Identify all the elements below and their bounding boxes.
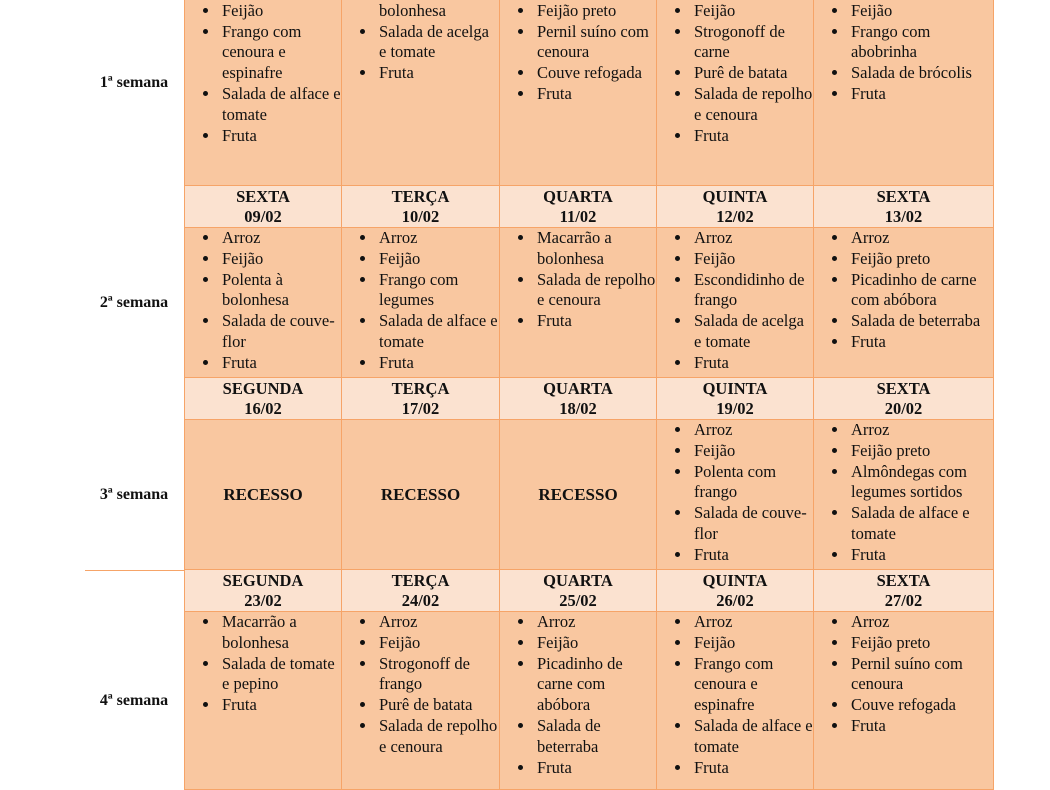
week-label: 1ª semana [99,74,169,91]
day-date: 23/02 [244,591,282,610]
day-date: 19/02 [716,399,754,418]
day-header [500,186,657,228]
menu-item: • Feijão [220,1,341,22]
menu-item: • Escondidinho de frango [692,270,813,312]
menu-item: • Arroz [692,420,813,441]
day-header [342,570,500,612]
menu-item: • Frango com legumes [377,270,499,312]
menu-item: • Feijão preto [535,1,656,22]
menu-cell [184,0,342,186]
menu-cell [657,420,814,570]
menu-item: • Fruta [692,126,813,147]
menu-item: • Couve refogada [849,695,993,716]
menu-list [185,612,341,716]
day-name: QUARTA [543,379,613,398]
day-name: TERÇA [391,379,450,398]
menu-item: • Feijão [692,633,813,654]
menu-item: • Fruta [849,716,993,737]
menu-item: • Salada de alface e tomate [849,503,993,545]
menu-list [185,0,341,146]
menu-item: • Salada de acelga e tomate [692,311,813,353]
menu-item: • Fruta [849,545,993,566]
week-label: 2ª semana [99,294,169,311]
menu-cell [814,420,994,570]
day-name: QUINTA [702,571,768,590]
menu-item: • Feijão [377,249,499,270]
menu-item: • Purê de batata [377,695,499,716]
menu-item: • Macarrão a bolonhesa [220,612,341,654]
menu-item: • Feijão [692,249,813,270]
day-name: SEXTA [236,187,290,206]
menu-item: • Frango com cenoura e espinafre [220,22,341,84]
menu-item: • Fruta [849,332,993,353]
menu-list [657,612,813,778]
menu-item: • Feijão [377,633,499,654]
day-header [814,570,994,612]
menu-cell [342,0,500,186]
day-date: 17/02 [401,399,440,418]
day-name: TERÇA [391,187,450,206]
day-header [657,186,814,228]
menu-item: • Macarrão a bolonhesa [535,228,656,270]
menu-item: • Feijão [220,249,341,270]
menu-item: • Picadinho de carne com abóbora [849,270,993,312]
menu-cell [657,228,814,378]
day-name: SEGUNDA [222,571,304,590]
day-date: 10/02 [401,207,440,226]
menu-item: • Arroz [849,612,993,633]
recess-cell [342,420,500,570]
menu-list [657,228,813,374]
day-date: 12/02 [716,207,754,226]
day-date: 09/02 [244,207,282,226]
menu-item: • Fruta [220,695,341,716]
recess-label: RECESSO [538,484,618,504]
menu-list [814,612,993,737]
menu-item: • Strogonoff de carne [692,22,813,64]
menu-item: • Arroz [220,228,341,249]
day-date: 26/02 [716,591,754,610]
menu-item: • Polenta com frango [692,462,813,504]
menu-item: • Frango com cenoura e espinafre [692,654,813,716]
menu-item: • Pernil suíno com cenoura [849,654,993,696]
day-header [500,570,657,612]
menu-cell [500,0,657,186]
menu-cell [184,612,342,790]
menu-item: • Picadinho de carne com abóbora [535,654,656,716]
menu-cell [814,228,994,378]
menu-item: • Arroz [849,228,993,249]
menu-item: • Feijão [692,441,813,462]
menu-item: • Polenta à bolonhesa [220,270,341,312]
day-date: 16/02 [244,399,282,418]
day-header [342,186,500,228]
menu-cell [500,228,657,378]
menu-item: • Feijão preto [849,249,993,270]
menu-item: • Arroz [535,612,656,633]
day-date: 13/02 [884,207,923,226]
menu-list [814,0,993,105]
menu-item: • Frango com abobrinha [849,22,993,64]
menu-item: • bolonhesa [377,0,499,22]
menu-item: • Salada de brócolis [849,63,993,84]
menu-item: • Salada de tomate e pepino [220,654,341,696]
recess-cell [184,420,342,570]
menu-item: • Feijão [535,633,656,654]
menu-item: • Fruta [377,353,499,374]
menu-item: • Fruta [220,353,341,374]
menu-item: • Salada de repolho e cenoura [377,716,499,758]
menu-list [342,228,499,374]
menu-item: • Feijão preto [849,441,993,462]
menu-cell [814,0,994,186]
day-date: 24/02 [401,591,440,610]
menu-item: • Strogonoff de frango [377,654,499,696]
day-header [184,186,342,228]
menu-item: • Salada de repolho e cenoura [535,270,656,312]
day-name: TERÇA [391,571,450,590]
day-name: QUARTA [543,571,613,590]
menu-list [814,228,993,353]
recess-cell [500,420,657,570]
menu-cell [500,612,657,790]
menu-item: • Salada de beterraba [849,311,993,332]
menu-cell [657,0,814,186]
day-header [657,378,814,420]
menu-item: • Fruta [535,758,656,779]
day-name: QUARTA [543,187,613,206]
day-name: SEGUNDA [222,379,304,398]
menu-item: • Arroz [849,420,993,441]
menu-item: • Pernil suíno com cenoura [535,22,656,64]
day-name: QUINTA [702,187,768,206]
menu-item: • Purê de batata [692,63,813,84]
week-label: 4ª semana [99,692,169,709]
menu-item: • Feijão [849,1,993,22]
day-name: SEXTA [876,379,931,398]
day-date: 20/02 [884,399,923,418]
menu-item: • Feijão [692,1,813,22]
menu-item: • Fruta [535,84,656,105]
day-name: SEXTA [876,571,931,590]
menu-list [657,0,813,146]
day-name: SEXTA [876,187,931,206]
menu-item: • Salada de acelga e tomate [377,22,499,64]
menu-item: • Fruta [692,353,813,374]
menu-cell [814,612,994,790]
day-header [184,378,342,420]
recess-label: RECESSO [380,484,461,504]
menu-item: • Fruta [535,311,656,332]
menu-item: • Fruta [692,758,813,779]
menu-item: • Feijão preto [849,633,993,654]
day-header [814,186,994,228]
menu-item: • Salada de alface e tomate [692,716,813,758]
menu-item: • Salada de couve-flor [220,311,341,353]
menu-item: • Arroz [692,612,813,633]
day-header [342,378,500,420]
day-date: 25/02 [559,591,597,610]
menu-list [342,612,499,758]
day-header [184,570,342,612]
menu-cell [184,228,342,378]
recess-label: RECESSO [223,484,303,504]
menu-list [814,420,993,566]
menu-item: • Fruta [849,84,993,105]
menu-list [657,420,813,566]
menu-item: • Fruta [692,545,813,566]
menu-cell [657,612,814,790]
day-date: 18/02 [559,399,597,418]
menu-item: • Salada de alface e tomate [220,84,341,126]
day-name: QUINTA [702,379,768,398]
menu-item: • Salada de beterraba [535,716,656,758]
day-header [814,378,994,420]
menu-item: • Salada de repolho e cenoura [692,84,813,126]
row-divider [85,570,184,571]
day-date: 11/02 [559,207,597,226]
menu-item: • Salada de alface e tomate [377,311,499,353]
menu-item: • Arroz [377,612,499,633]
menu-cell [342,228,500,378]
menu-list [342,0,499,84]
menu-list [500,228,656,332]
menu-item: • Salada de couve-flor [692,503,813,545]
menu-list [500,0,656,105]
menu-item: • Couve refogada [535,63,656,84]
menu-item: • Arroz [692,228,813,249]
menu-item: • Fruta [377,63,499,84]
menu-cell [342,612,500,790]
day-date: 27/02 [884,591,923,610]
menu-list [500,612,656,778]
day-header [500,378,657,420]
week-label: 3ª semana [99,486,169,503]
day-header [657,570,814,612]
menu-item: • Fruta [220,126,341,147]
menu-item: • Almôndegas com legumes sortidos [849,462,993,504]
menu-item: • Arroz [377,228,499,249]
menu-list [185,228,341,374]
